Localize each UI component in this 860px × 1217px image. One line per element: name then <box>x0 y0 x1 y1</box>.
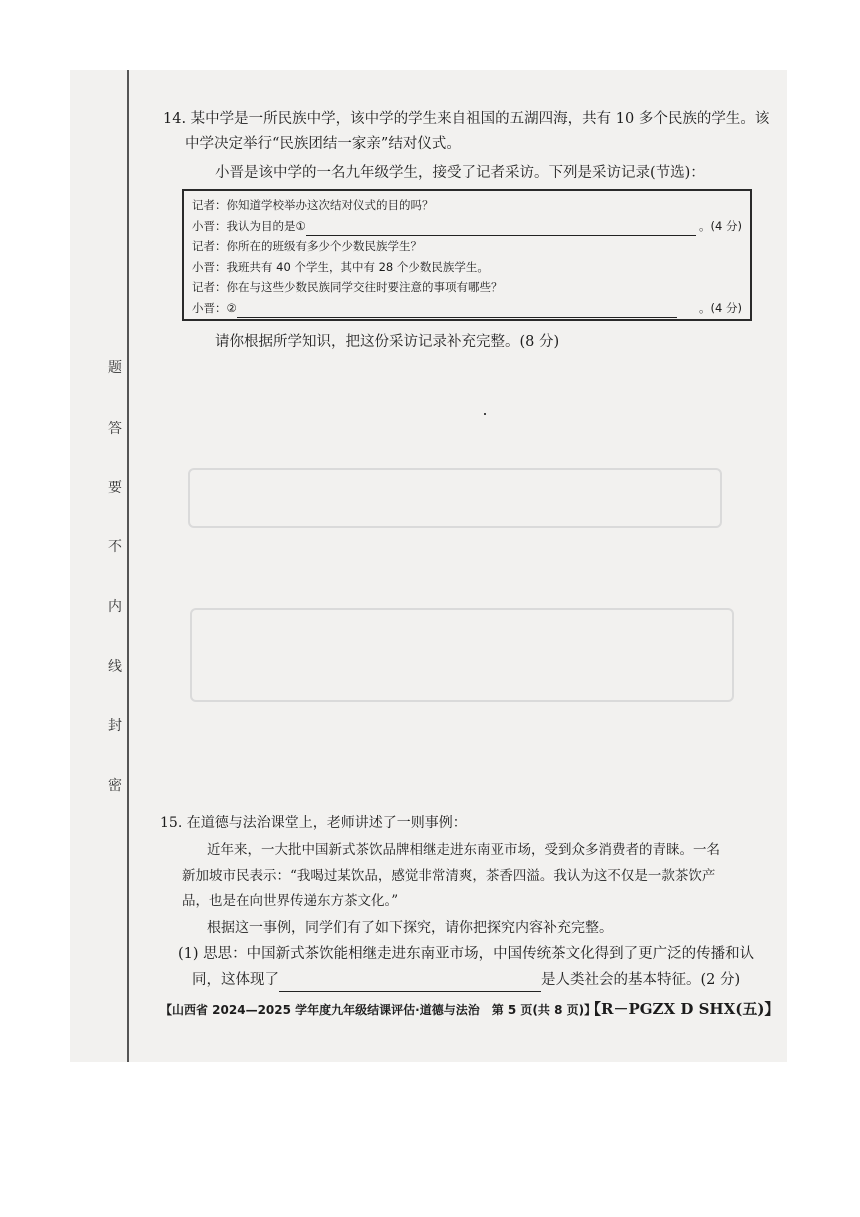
interview-line: 记者：你在与这些少数民族同学交往时要注意的事项有哪些？ <box>192 280 503 294</box>
question-15-paragraph: 品，也是在向世界传递东方茶文化。” <box>182 893 399 909</box>
interview-line: 记者：你知道学校举办这次结对仪式的目的吗？ <box>192 198 434 212</box>
sub1-prefix: 同，这体现了 <box>192 972 279 988</box>
question-14-instruction: 请你根据所学知识，把这份采访记录补充完整。(8 分) <box>215 334 560 350</box>
binding-char: 要 <box>108 480 122 496</box>
binding-char: 答 <box>108 421 122 437</box>
interview-line: 小晋：我班共有 40 个学生，其中有 28 个少数民族学生。 <box>192 259 489 274</box>
footer-paper-code: 【R－PGZX D SHX(五)】 <box>586 1000 780 1018</box>
scan-speck <box>484 413 486 415</box>
bleed-through-box <box>190 608 734 702</box>
bleed-through-box <box>188 468 722 528</box>
question-15-sub1-blank-line <box>192 968 740 992</box>
binding-char: 题 <box>108 360 122 376</box>
sub1-suffix: 是人类社会的基本特征。(2 分) <box>541 972 741 988</box>
answer-blank-3[interactable] <box>279 975 541 992</box>
question-15-sub1: (1) 思思：中国新式茶饮能相继走进东南亚市场，中国传统茶文化得到了更广泛的传播和认 <box>178 946 755 962</box>
binding-char: 内 <box>108 599 122 615</box>
interview-answer-1-label: 小晋：我认为目的是① <box>192 218 306 233</box>
interview-answer-1 <box>192 216 742 237</box>
binding-char: 封 <box>108 718 122 734</box>
footer-exam-info: 【山西省 2024—2025 学年度九年级结课评估·道德与法治 第 5 页(共 8 页)】 <box>160 1003 597 1017</box>
binding-char: 密 <box>108 778 122 794</box>
interview-line: 记者：你所在的班级有多少个少数民族学生？ <box>192 239 422 253</box>
question-14-line3: 小晋是该中学的一名九年级学生，接受了记者采访。下列是采访记录(节选)： <box>215 165 705 181</box>
question-14-line1: 14. 某中学是一所民族中学，该中学的学生来自祖国的五湖四海，共有 10 多个民族的学生。该 <box>163 111 770 127</box>
interview-answer-2 <box>192 298 742 319</box>
question-14-line2: 中学决定举行“民族团结一家亲”结对仪式。 <box>185 136 461 152</box>
question-15-paragraph: 近年来，一大批中国新式茶饮品牌相继走进东南亚市场，受到众多消费者的青睐。一名 <box>207 842 720 858</box>
binding-char: 线 <box>108 659 122 675</box>
binding-line <box>127 70 129 1062</box>
answer-blank-2[interactable] <box>237 304 677 318</box>
score-label: 。(4 分) <box>699 218 742 233</box>
question-15-prompt: 根据这一事例，同学们有了如下探究，请你把探究内容补充完整。 <box>207 920 613 936</box>
score-label: 。(4 分) <box>699 300 742 315</box>
interview-record-box <box>182 189 752 321</box>
question-15-line1: 15. 在道德与法治课堂上，老师讲述了一则事例： <box>160 815 467 831</box>
binding-char: 不 <box>108 539 122 555</box>
interview-answer-2-label: 小晋：② <box>192 300 237 315</box>
answer-blank-1[interactable] <box>306 222 696 236</box>
question-15-paragraph: 新加坡市民表示：“我喝过某饮品，感觉非常清爽，茶香四溢。我认为这不仅是一款茶饮产 <box>182 868 716 884</box>
